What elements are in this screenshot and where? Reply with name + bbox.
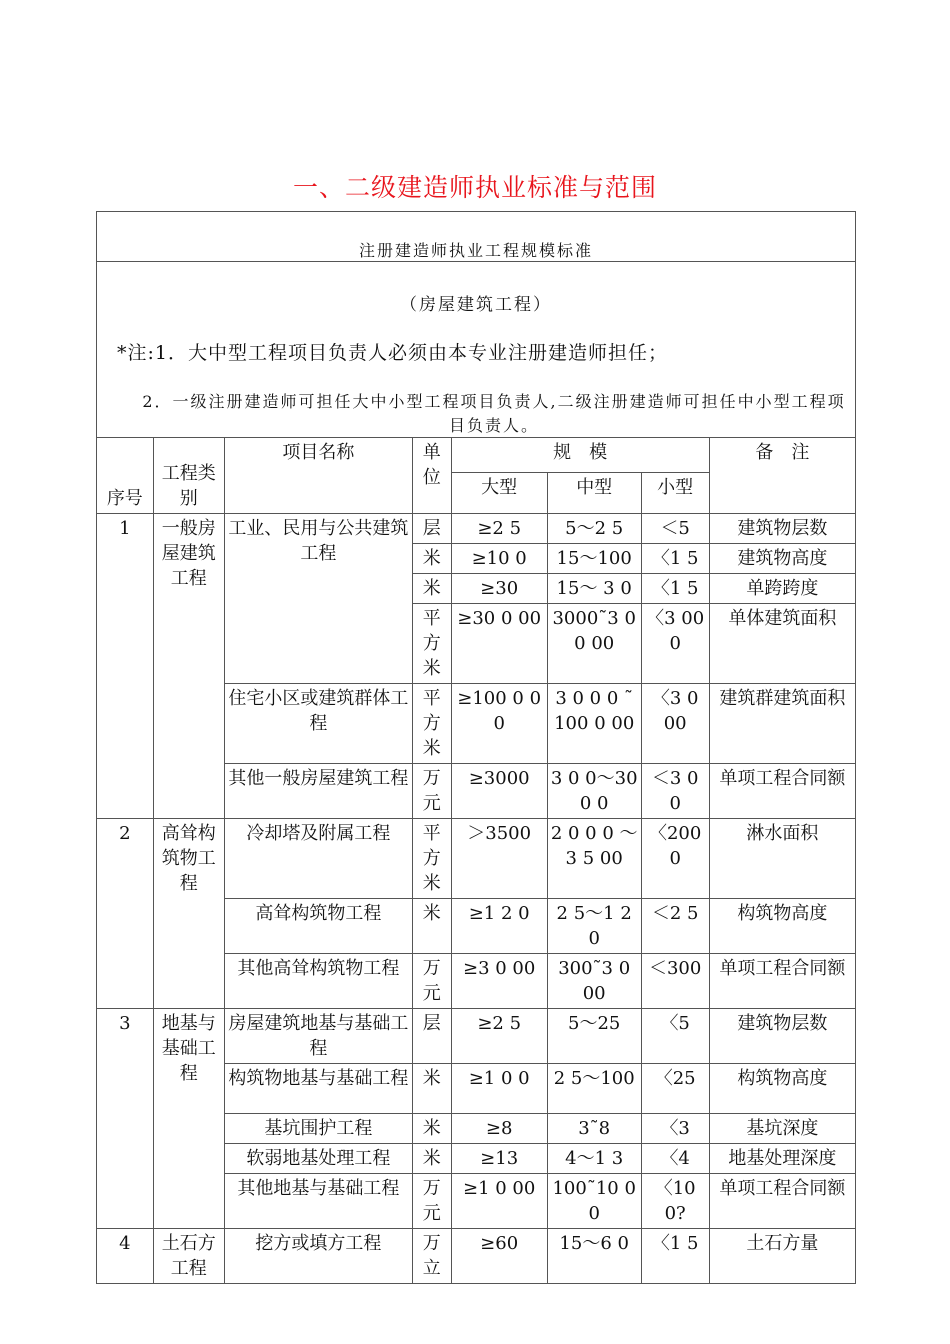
row-unit: 平方米: [412, 818, 451, 898]
row-remark: 构筑物高度: [709, 1063, 855, 1113]
row-no: 1: [97, 513, 153, 818]
row-name: 其他一般房屋建筑工程: [224, 763, 412, 818]
row-unit: 万元: [412, 1173, 451, 1228]
header-scale: 规 模: [451, 438, 709, 472]
page-title: 一、二级建造师执业标准与范围: [292, 173, 657, 202]
row-small: 〈1 5: [641, 543, 709, 573]
row-unit: 米: [412, 1063, 451, 1113]
row-name: 房屋建筑地基与基础工程: [224, 1008, 412, 1063]
row-unit: 层: [412, 1008, 451, 1063]
row-small: ＜5: [641, 513, 709, 543]
row-medium: 15～100: [547, 543, 641, 573]
row-medium: 4～1 3: [547, 1143, 641, 1173]
row-medium: 3˜8: [547, 1113, 641, 1143]
header-remark: 备 注: [709, 438, 855, 513]
note-1: *注:1．大中型工程项目负责人必须由本专业注册建造师担任；: [117, 342, 668, 364]
row-large: ≥1 2 0: [451, 898, 547, 953]
row-medium: 3000˜3 0 0 00: [547, 603, 641, 683]
row-medium: 2 0 0 0 ～3 5 00: [547, 818, 641, 898]
row-remark: 建筑物高度: [709, 543, 855, 573]
row-remark: 单体建筑面积: [709, 603, 855, 683]
row-large: ≥30: [451, 573, 547, 603]
row-small: 〈1 5: [641, 1228, 709, 1283]
row-unit: 米: [412, 543, 451, 573]
row-name: 构筑物地基与基础工程: [224, 1063, 412, 1113]
row-medium: 3 0 0 0 ˜100 0 00: [547, 683, 641, 763]
row-remark: 地基处理深度: [709, 1143, 855, 1173]
row-small: ＜300: [641, 953, 709, 1008]
row-name: 软弱地基处理工程: [224, 1143, 412, 1173]
row-small: 〈1 5: [641, 573, 709, 603]
row-unit: 万元: [412, 763, 451, 818]
header-name: 项目名称: [224, 438, 412, 513]
row-medium: 2 5～1 2 0: [547, 898, 641, 953]
row-medium: 15～ 3 0: [547, 573, 641, 603]
row-name: 工业、民用与公共建筑工程: [224, 513, 412, 683]
header-no: [97, 438, 153, 513]
row-remark: 土石方量: [709, 1228, 855, 1283]
row-small: 〈3 0 00: [641, 683, 709, 763]
row-large: ≥2 5: [451, 1008, 547, 1063]
table-main-heading: 注册建造师执业工程规模标准: [97, 212, 855, 262]
row-name: 其他高耸构筑物工程: [224, 953, 412, 1008]
header-unit: 单位: [412, 438, 451, 513]
row-remark: 单项工程合同额: [709, 953, 855, 1008]
row-unit: 平方米: [412, 683, 451, 763]
row-large: ≥3 0 00: [451, 953, 547, 1008]
header-category-label: 工程类别: [161, 462, 216, 509]
row-remark: 建筑物层数: [709, 513, 855, 543]
row-remark: 构筑物高度: [709, 898, 855, 953]
row-medium: 5～25: [547, 1008, 641, 1063]
header-category: [153, 438, 224, 513]
header-large: 大型: [451, 472, 547, 513]
row-large: ≥60: [451, 1228, 547, 1283]
row-remark: 淋水面积: [709, 818, 855, 898]
row-unit: 层: [412, 513, 451, 543]
row-medium: 300˜3 0 00: [547, 953, 641, 1008]
row-large: ≥8: [451, 1113, 547, 1143]
row-unit: 米: [412, 573, 451, 603]
row-small: 〈3: [641, 1113, 709, 1143]
row-unit: 平方米: [412, 603, 451, 683]
row-small: 〈200 0: [641, 818, 709, 898]
row-remark: 单项工程合同额: [709, 763, 855, 818]
row-no: 2: [97, 818, 153, 1008]
row-remark: 建筑物层数: [709, 1008, 855, 1063]
row-medium: 3 0 0～30 0 0: [547, 763, 641, 818]
scale-table: [97, 438, 855, 1283]
row-category: 高耸构筑物工程: [153, 818, 224, 1008]
table-notes-section: [97, 262, 855, 438]
row-remark: 基坑深度: [709, 1113, 855, 1143]
row-medium: 5～2 5: [547, 513, 641, 543]
header-medium: 中型: [547, 472, 641, 513]
header-no-label: 序号: [106, 487, 143, 509]
row-category: 一般房屋建筑工程: [153, 513, 224, 818]
row-name: 高耸构筑物工程: [224, 898, 412, 953]
row-unit: 万元: [412, 953, 451, 1008]
row-large: ≥13: [451, 1143, 547, 1173]
row-name: 其他地基与基础工程: [224, 1173, 412, 1228]
row-medium: 2 5～100: [547, 1063, 641, 1113]
row-remark: 单项工程合同额: [709, 1173, 855, 1228]
row-category: 土石方工程: [153, 1228, 224, 1283]
row-unit: 米: [412, 1113, 451, 1143]
row-category: 地基与基础工程: [153, 1008, 224, 1228]
row-large: ≥2 5: [451, 513, 547, 543]
row-small: 〈100?: [641, 1173, 709, 1228]
row-large: ＞3500: [451, 818, 547, 898]
standards-table-box: [96, 211, 856, 1284]
row-unit: 米: [412, 1143, 451, 1173]
row-small: 〈4: [641, 1143, 709, 1173]
row-name: 挖方或填方工程: [224, 1228, 412, 1283]
header-small: 小型: [641, 472, 709, 513]
table-subheading: （房屋建筑工程）: [400, 295, 552, 315]
row-remark: 单跨跨度: [709, 573, 855, 603]
row-large: ≥10 0: [451, 543, 547, 573]
row-medium: 15～6 0: [547, 1228, 641, 1283]
note-2: 2．一级注册建造师可担任大中小型工程项目负责人,二级注册建造师可担任中小型工程项目负责人。: [142, 392, 846, 435]
row-large: ≥3000: [451, 763, 547, 818]
row-name: 基坑围护工程: [224, 1113, 412, 1143]
row-unit: 米: [412, 898, 451, 953]
row-small: ＜2 5: [641, 898, 709, 953]
row-small: 〈5: [641, 1008, 709, 1063]
row-no: 3: [97, 1008, 153, 1228]
row-large: ≥1 0 00: [451, 1173, 547, 1228]
row-remark: 建筑群建筑面积: [709, 683, 855, 763]
row-large: ≥100 0 0 0: [451, 683, 547, 763]
row-unit: 万立: [412, 1228, 451, 1283]
row-small: 〈25: [641, 1063, 709, 1113]
row-name: 冷却塔及附属工程: [224, 818, 412, 898]
row-large: ≥30 0 00: [451, 603, 547, 683]
row-small: 〈3 000: [641, 603, 709, 683]
row-name: 住宅小区或建筑群体工程: [224, 683, 412, 763]
row-small: ＜3 0 0: [641, 763, 709, 818]
row-medium: 100˜10 0 0: [547, 1173, 641, 1228]
row-no: 4: [97, 1228, 153, 1283]
row-large: ≥1 0 0: [451, 1063, 547, 1113]
